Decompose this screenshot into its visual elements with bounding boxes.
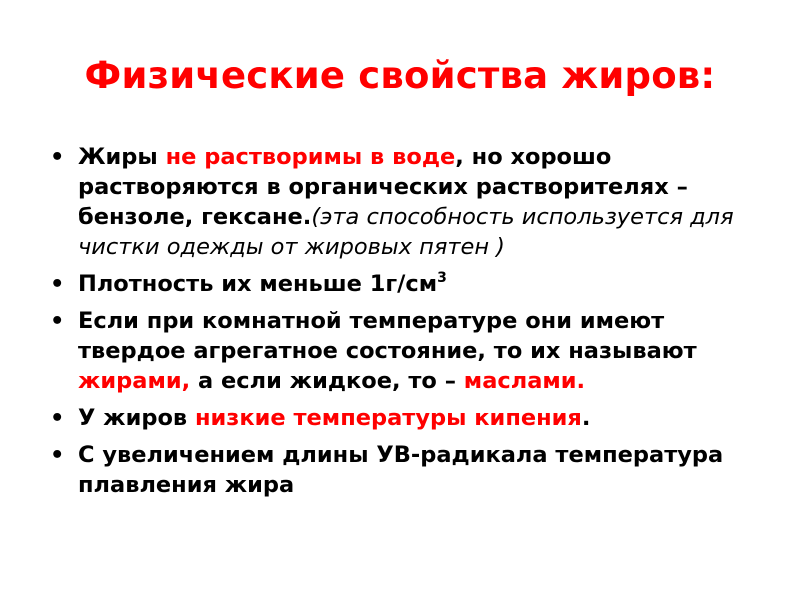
solubility-text-start: Жиры (78, 144, 166, 170)
bullet-dot-icon: • (50, 442, 65, 468)
density-text: Плотность их меньше 1г/см (78, 271, 438, 297)
bullet-dot-icon: • (50, 405, 65, 431)
boiling-text-end: . (581, 405, 591, 431)
state-highlight-oils: маслами. (463, 368, 586, 394)
state-highlight-fats: жирами, (78, 368, 191, 394)
solubility-note: (эта способность используется для чистки одежды от жировых пятен ) (78, 204, 734, 260)
bullet-state (44, 306, 764, 396)
solubility-text-rest: , но хорошо растворяются в органических растворителях – бензоле, гексане. (78, 144, 688, 230)
bullet-dot-icon: • (50, 308, 65, 334)
boiling-highlight: низкие температуры кипения (194, 405, 582, 431)
state-text-middle: а если жидкое, то – (190, 368, 464, 394)
solubility-highlight: не растворимы в воде (165, 144, 456, 170)
slide-title: Физические свойства жиров: (84, 54, 716, 97)
bullet-dot-icon: • (50, 144, 65, 170)
melting-text: С увеличением длины УВ-радикала температура плавления жира (78, 442, 724, 498)
state-text-start: Если при комнатной температуре они имеют твердое агрегатное состояние, то их называют (78, 308, 697, 364)
density-exponent: 3 (437, 270, 447, 286)
bullet-boiling (44, 403, 764, 433)
bullet-melting (44, 440, 764, 500)
boiling-text-start: У жиров (78, 405, 195, 431)
bullet-density (44, 269, 764, 299)
bullet-solubility (44, 142, 764, 262)
bullet-dot-icon: • (50, 271, 65, 297)
bullet-list (44, 142, 764, 507)
